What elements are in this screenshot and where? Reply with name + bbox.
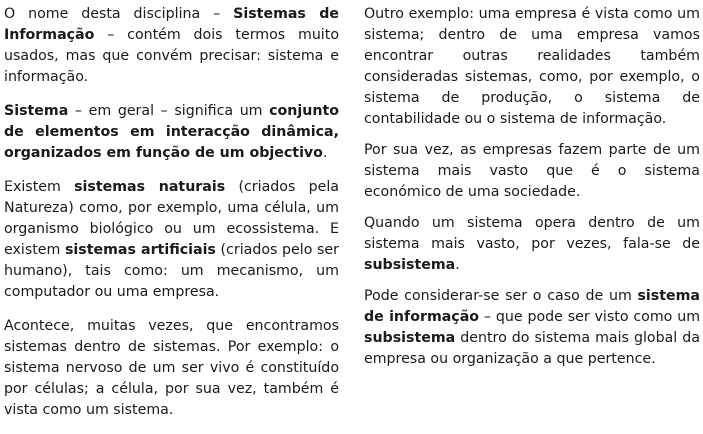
bold-term-subsistema: subsistema [364,257,456,273]
paragraph-subsystem [364,213,700,276]
text: Outro exemplo: uma empresa é vista como um sistema; dentro de uma empresa vamos encontrar outras realidades também consideradas sistemas, como, por exemplo, o sistema de produção, o sistema de contabilidade ou o sistema de informação. [364,6,700,127]
text: Por sua vez, as empresas fazem parte de um sistema mais vasto que é o sistema económico de uma sociedade. [364,142,700,200]
bold-term-sistemas-naturais: sistemas naturais [74,179,226,195]
text: Acontece, muitas vezes, que encontramos sistemas dentro de sistemas. Por exemplo: o sistema nervoso de um ser vivo é constituído por células; a célula, por sua vez, também é vista como um sistema. [4,318,339,418]
text: Pode considerar-se ser o caso de um [364,288,638,304]
text: dentro do sistema mais global da empresa ou organização a que pertence. [364,330,700,367]
paragraph-company-example [364,4,700,130]
text: – em geral – significa um [68,103,270,119]
bold-term-subsistema: subsistema [364,330,456,346]
text: – que pode ser visto como um [479,309,701,325]
text: Quando um sistema opera dentro de um sistema mais vasto, por vezes, fala-se de [364,215,700,252]
paragraph-economic-system [364,140,700,203]
text: – contém dois termos muito usados, mas que convém precisar: sistema e informação. [4,27,339,85]
paragraph-natural-artificial-systems [4,177,339,303]
text: (criados pelo ser humano), tais como: um mecanismo, um computador ou uma empresa. [4,242,339,300]
text: . [455,257,460,273]
bold-term-sistema: Sistema [4,103,69,119]
paragraph-system-definition [4,101,339,164]
bold-term-sistemas-artificiais: sistemas artificiais [64,242,216,258]
bold-term-sistemas-de-informacao: Sistemas de Informação [4,6,340,43]
right-column [364,4,700,380]
text: Existem [4,179,75,195]
paragraph-information-system-subsystem [364,286,700,370]
paragraph-discipline-name [4,4,339,88]
paragraph-systems-within-systems [4,316,339,421]
bold-term-sistema-de-informacao: sistema de informação [364,288,700,325]
left-column [4,4,339,434]
text: O nome desta disciplina – [4,6,234,22]
text: . [322,145,328,161]
text: (criados pela Natureza) como, por exemplo, uma célula, um organismo biológico ou um ecossistema. E existem [4,179,339,258]
bold-definition: conjunto de elementos em interacção dinâmica, organizados em função de um objectivo [4,103,339,161]
